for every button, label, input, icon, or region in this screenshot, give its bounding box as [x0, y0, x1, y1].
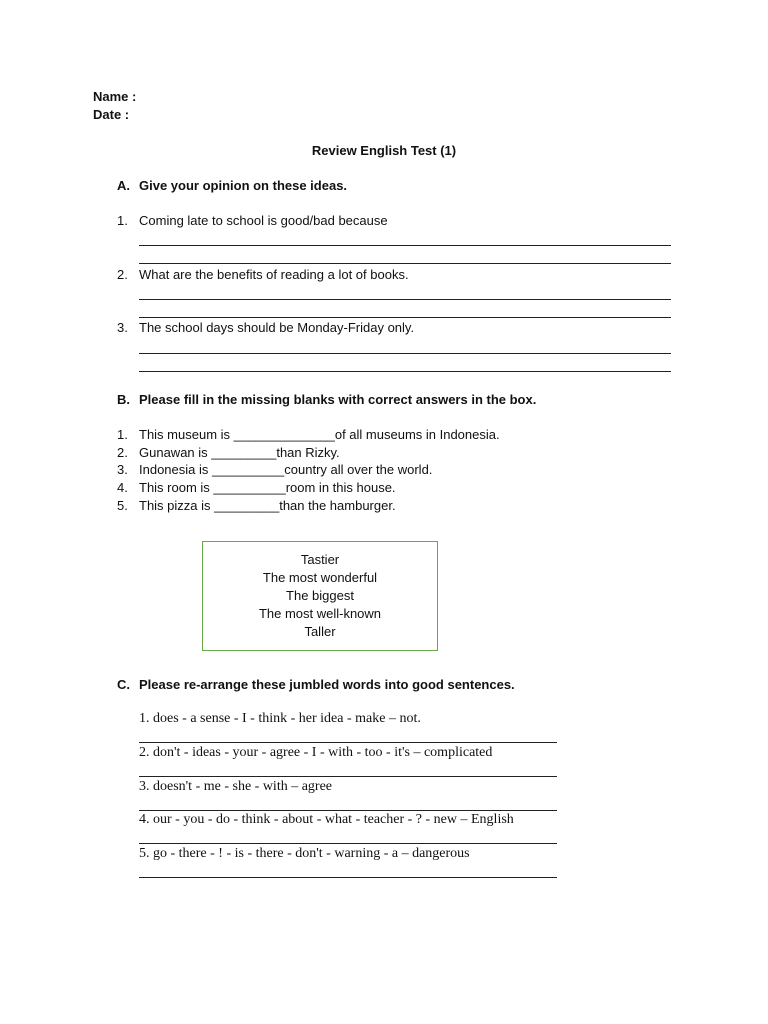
jumbled-sentence: 2. don't - ideas - your - agree - I - with - too - it's – complicated: [139, 745, 493, 760]
answer-line[interactable]: [139, 742, 557, 743]
answer-line[interactable]: [139, 317, 671, 318]
section-b-item-number: 5.: [117, 498, 128, 513]
jumbled-sentence: 5. go - there - ! - is - there - don't - warning - a – dangerous: [139, 846, 470, 861]
answer-line[interactable]: [139, 263, 671, 264]
section-b-item-number: 2.: [117, 445, 128, 460]
section-c-marker: C.: [117, 677, 130, 692]
answer-option: The most well-known: [258, 606, 382, 621]
page-title: Review English Test (1): [311, 143, 457, 158]
answer-line[interactable]: [139, 353, 671, 354]
section-b-item-text: This room is __________room in this house.: [139, 480, 396, 495]
answer-box: [202, 541, 438, 651]
jumbled-sentence: 1. does - a sense - I - think - her idea - make – not.: [139, 711, 421, 726]
section-a-item-text: The school days should be Monday-Friday only.: [139, 320, 415, 335]
answer-line[interactable]: [139, 371, 671, 372]
answer-option: The biggest: [286, 588, 354, 603]
answer-line[interactable]: [139, 810, 557, 811]
section-b-item-text: Gunawan is _________than Rizky.: [139, 445, 340, 460]
answer-option: Taller: [304, 624, 336, 639]
name-label: Name :: [93, 89, 137, 104]
jumbled-sentence: 3. doesn't - me - she - with – agree: [139, 779, 333, 794]
answer-line[interactable]: [139, 843, 557, 844]
date-label: Date :: [93, 107, 130, 122]
answer-line[interactable]: [139, 776, 557, 777]
answer-option: The most wonderful: [262, 570, 378, 585]
section-b-item-number: 1.: [117, 427, 128, 442]
section-a-item-text: What are the benefits of reading a lot of books.: [139, 267, 409, 282]
section-a-item-number: 1.: [117, 213, 128, 228]
section-a-item-text: Coming late to school is good/bad because: [139, 213, 388, 228]
section-b-marker: B.: [117, 392, 130, 407]
section-b-item-text: Indonesia is __________country all over the world.: [139, 462, 433, 477]
answer-line[interactable]: [139, 299, 671, 300]
section-b-item-number: 3.: [117, 462, 128, 477]
answer-option: Tastier: [300, 552, 340, 567]
section-a-item-number: 3.: [117, 320, 128, 335]
section-a-heading: Give your opinion on these ideas.: [139, 178, 348, 193]
section-a-marker: A.: [117, 178, 130, 193]
section-b-item-text: This museum is ______________of all museums in Indonesia.: [139, 427, 500, 442]
section-b-item-text: This pizza is _________than the hamburger.: [139, 498, 396, 513]
section-b-heading: Please fill in the missing blanks with correct answers in the box.: [139, 392, 537, 407]
jumbled-sentence: 4. our - you - do - think - about - what - teacher - ? - new – English: [139, 812, 514, 827]
section-b-item-number: 4.: [117, 480, 128, 495]
section-a-item-number: 2.: [117, 267, 128, 282]
answer-line[interactable]: [139, 877, 557, 878]
section-c-heading: Please re-arrange these jumbled words into good sentences.: [139, 677, 515, 692]
answer-line[interactable]: [139, 245, 671, 246]
